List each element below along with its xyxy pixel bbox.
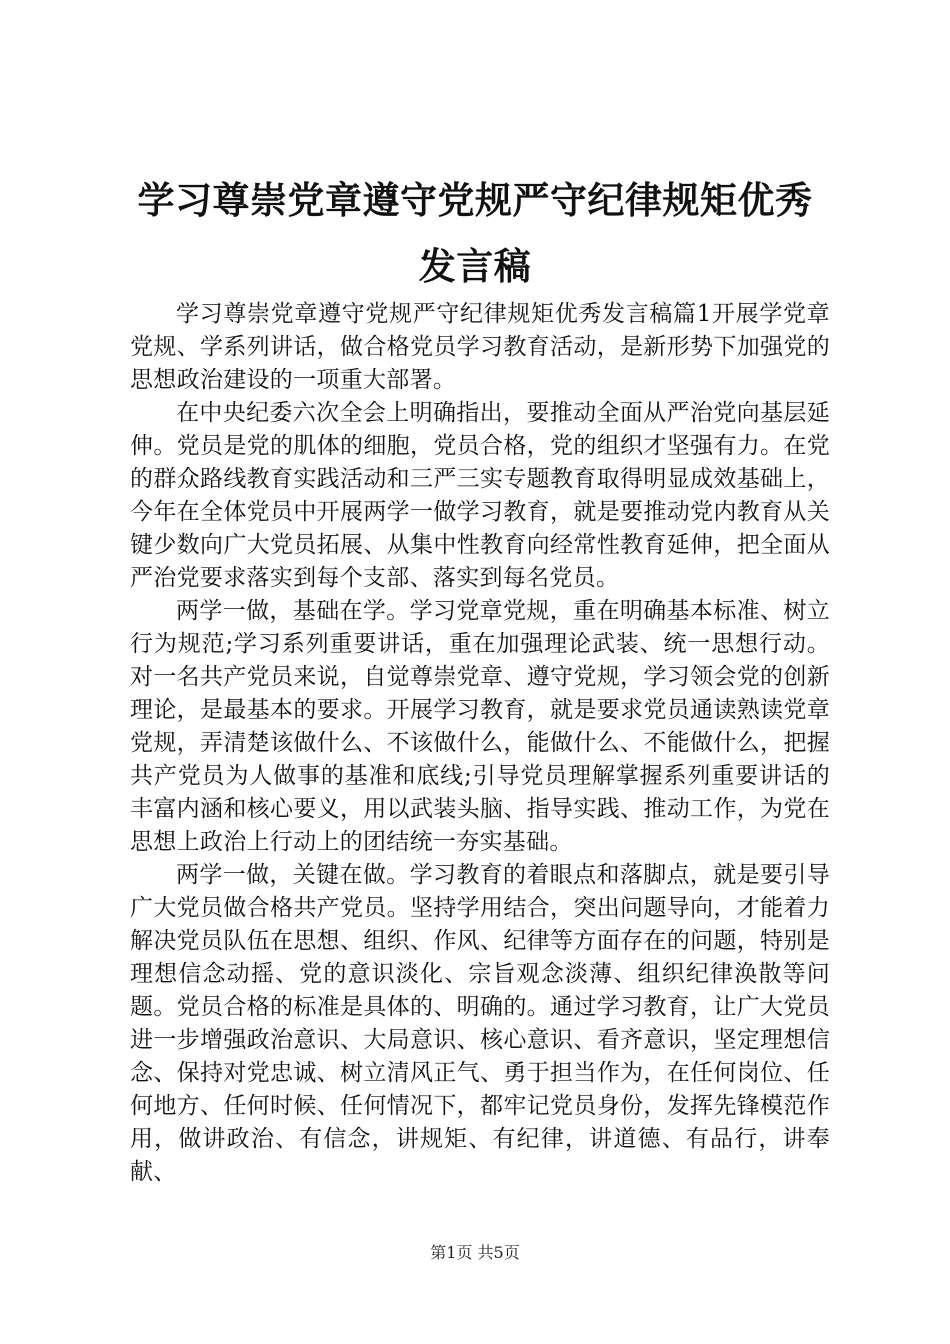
page-number-footer: 第1页 共5页 bbox=[430, 1243, 520, 1262]
document-body bbox=[130, 298, 830, 1189]
document-title: 学习尊崇党章遵守党规严守纪律规矩优秀发言稿 bbox=[137, 179, 813, 288]
paragraph-4: 两学一做，关键在做。学习教育的着眼点和落脚点，就是要引导广大党员做合格共产党员。坚持学用结合，突出问题导向，才能着力解决党员队伍在思想、组织、作风、纪律等方面存在的问题，特别是理想信念动摇、党的意识淡化、宗旨观念淡薄、组织纪律涣散等问题。党员合格的标准是具体的、明确的。通过学习教育，让广大党员进一步增强政治意识、大局意识、核心意识、看齐意识，坚定理想信念、保持对党忠诚、树立清风正气、勇于担当作为，在任何岗位、任何地方、任何时候、任何情况下，都牢记党员身份，发挥先锋模范作用，做讲政治、有信念，讲规矩、有纪律，讲道德、有品行，讲奉献、 bbox=[130, 862, 830, 1185]
paragraph-3: 两学一做，基础在学。学习党章党规，重在明确基本标准、树立行为规范;学习系列重要讲话，重在加强理论武装、统一思想行动。对一名共产党员来说，自觉尊崇党章、遵守党规，学习领会党的创新理论，是最基本的要求。开展学习教育，就是要求党员通读熟读党章党规，弄清楚该做什么、不该做什么，能做什么、不能做什么，把握共产党员为人做事的基准和底线;引导党员理解掌握系列重要讲话的丰富内涵和核心要义，用以武装头脑、指导实践、推动工作，为党在思想上政治上行动上的团结统一夯实基础。 bbox=[130, 598, 830, 855]
paragraph-1: 学习尊崇党章遵守党规严守纪律规矩优秀发言稿篇1开展学党章党规、学系列讲话，做合格党员学习教育活动，是新形势下加强党的思想政治建设的一项重大部署。 bbox=[130, 301, 830, 393]
paragraph-2: 在中央纪委六次全会上明确指出，要推动全面从严治党向基层延伸。党员是党的肌体的细胞，党员合格，党的组织才坚强有力。在党的群众路线教育实践活动和三严三实专题教育取得明显成效基础上，今年在全体党员中开展两学一做学习教育，就是要推动党内教育从关键少数向广大党员拓展、从集中性教育向经常性教育延伸，把全面从严治党要求落实到每个支部、落实到每名党员。 bbox=[130, 400, 830, 591]
